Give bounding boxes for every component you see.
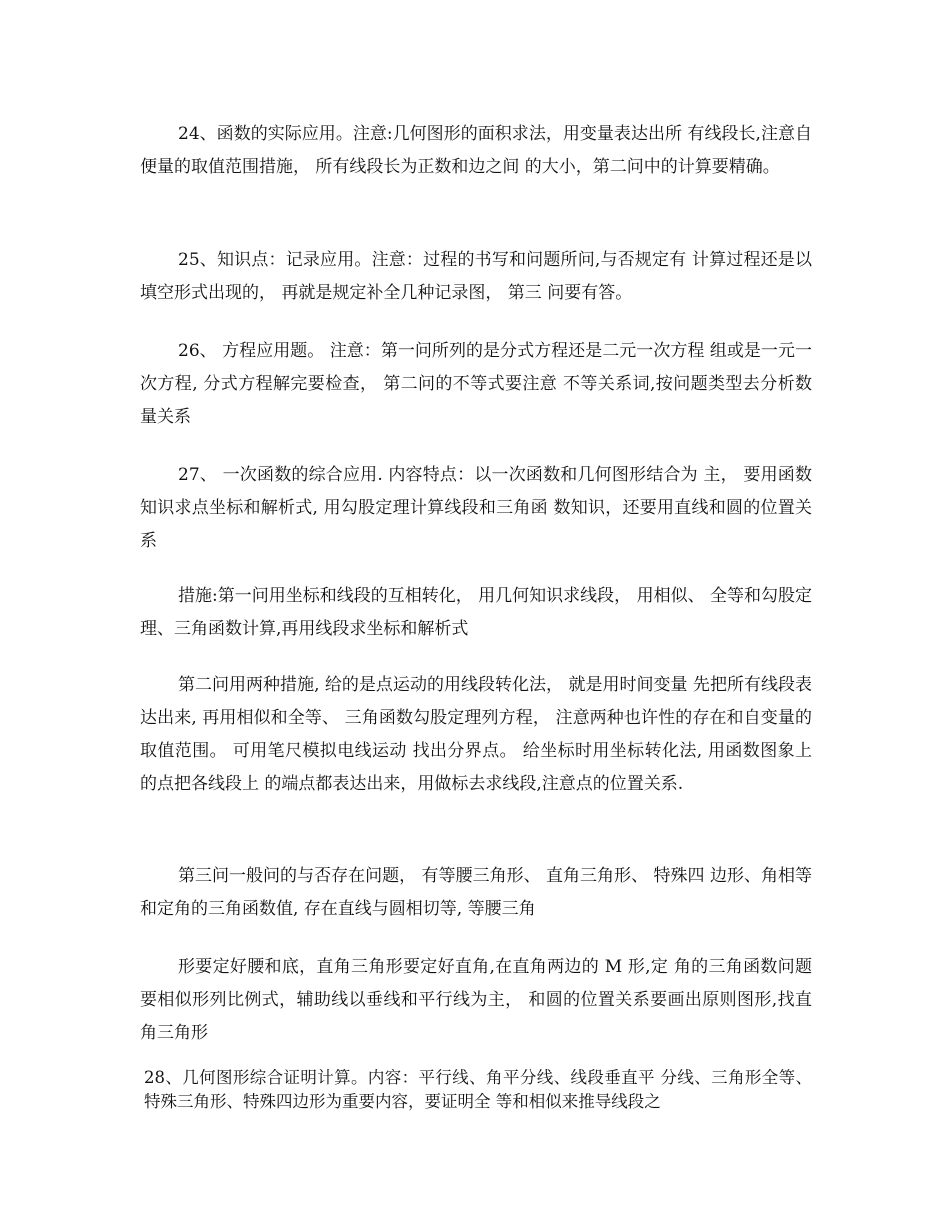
paragraph-28: 28、几何图形综合证明计算。内容：平行线、角平分线、线段垂直平 分线、三角形全等、特殊三角形、特殊四边形为重要内容，要证明全 等和相似来推导线段之 [144, 1068, 812, 1111]
paragraph-27: 27、 一次函数的综合应用. 内容特点：以一次函数和几何图形结合为 主， 要用函数知识求点坐标和解析式, 用勾股定理计算线段和三角函 数知识，还要用直线和圆的位置关系 [140, 465, 812, 551]
paragraph-27-second-question: 第二问用两种措施, 给的是点运动的用线段转化法， 就是用时间变量 先把所有线段表达出来, 再用相似和全等、 三角函数勾股定理列方程， 注意两种也许性的存在和自变量的取值范围。 可用笔尺模拟电线运动 找出分界点。 给坐标时用坐标转化法, 用函数图象上的点把各线段上 的端点都表达出来，用做标去求线段,注意点的位置关系. [140, 675, 812, 794]
paragraph-27-method: 措施:第一问用坐标和线段的互相转化， 用几何知识求线段， 用相似、 全等和勾股定理、三角函数计算,再用线段求坐标和解析式 [140, 586, 812, 639]
paragraph-24: 24、函数的实际应用。注意:几何图形的面积求法，用变量表达出所 有线段长,注意自便量的取值范围措施， 所有线段长为正数和边之间 的大小，第二问中的计算要精确。 [140, 124, 812, 177]
paragraph-25: 25、知识点：记录应用。注意：过程的书写和问题所问,与否规定有 计算过程还是以填空形式出现的， 再就是规定补全几种记录图， 第三 问要有答。 [140, 250, 812, 303]
paragraph-27-third-question-cont: 形要定好腰和底，直角三角形要定好直角,在直角两边的 M 形,定 角的三角函数问题要相似形列比例式，辅助线以垂线和平行线为主， 和圆的位置关系要画出原则图形,找直角三角形 [140, 957, 812, 1043]
paragraph-26: 26、 方程应用题。 注意：第一问所列的是分式方程还是二元一次方程 组或是一元一次方程, 分式方程解完要检查， 第二问的不等式要注意 不等关系词,按问题类型去分析数量关系 [140, 341, 812, 427]
paragraph-27-third-question: 第三问一般问的与否存在问题， 有等腰三角形、 直角三角形、 特殊四 边形、角相等和定角的三角函数值, 存在直线与圆相切等, 等腰三角 [140, 866, 812, 919]
